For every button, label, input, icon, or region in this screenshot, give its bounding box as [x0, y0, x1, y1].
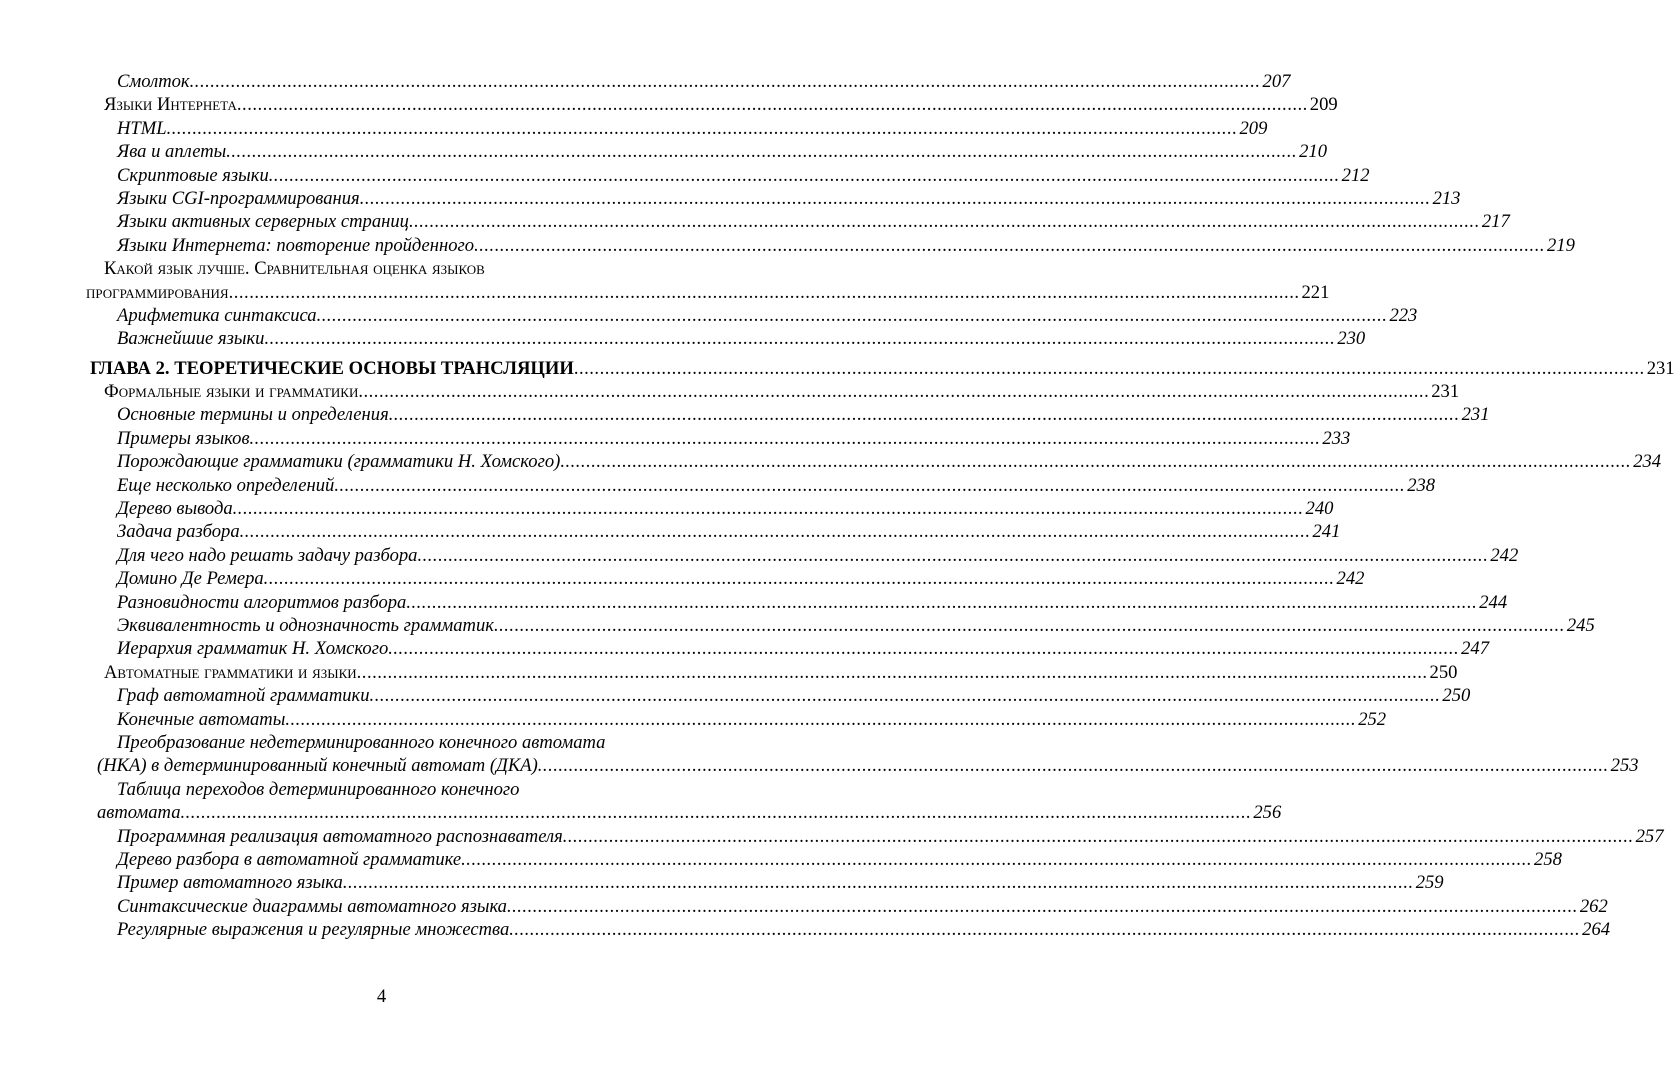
- dot-leader: [240, 520, 1311, 543]
- toc-entry-page: 212: [1341, 164, 1370, 186]
- dot-leader: [389, 403, 1460, 426]
- dot-leader: [574, 357, 1645, 380]
- dot-leader: [370, 684, 1441, 707]
- toc-entry-page: 247: [1461, 638, 1490, 660]
- toc-entry-page: 253: [1610, 755, 1639, 777]
- toc-entry-title: Автоматные грамматики и языки: [104, 661, 357, 683]
- dot-leader: [233, 497, 1304, 520]
- toc-entry-title: Языки CGI-программирования: [117, 187, 360, 209]
- dot-leader: [357, 661, 1428, 684]
- toc-entry-title: Смолток: [117, 71, 190, 92]
- toc-entry-page: 231: [1646, 357, 1675, 379]
- toc-entry-page: 250: [1429, 661, 1458, 683]
- toc-entry[interactable]: [0, 497, 1334, 520]
- dot-leader: [406, 591, 1477, 614]
- toc-entry-title: Ява и аплеты: [117, 141, 227, 163]
- toc-entry-title: Основные термины и определения: [117, 404, 389, 426]
- toc-entry-page: 233: [1322, 427, 1351, 449]
- toc-entry-title: Иерархия грамматик Н. Хомского: [117, 638, 389, 660]
- toc-chapter[interactable]: [0, 357, 1675, 380]
- dot-leader: [360, 187, 1431, 210]
- dot-leader: [560, 450, 1631, 473]
- page-number: 4: [376, 986, 387, 1007]
- toc-entry-page: 242: [1336, 568, 1365, 590]
- dot-leader: [409, 210, 1480, 233]
- toc-entry-title: Скриптовые языки: [117, 164, 269, 186]
- toc-entry-page: 242: [1490, 544, 1519, 566]
- dot-leader: [167, 117, 1238, 140]
- toc-entry-page: 238: [1407, 474, 1436, 496]
- toc-entry[interactable]: [0, 708, 1387, 731]
- toc-entry-title: Языки активных серверных страниц: [117, 211, 409, 233]
- toc-entry-title: Для чего надо решать задачу разбора: [117, 544, 418, 566]
- toc-entry-title: Эквивалентность и однозначность грамматик: [117, 614, 494, 636]
- toc-entry-title: Примеры языков: [117, 427, 250, 449]
- toc-entry-page: 244: [1479, 591, 1508, 613]
- toc-entry[interactable]: [0, 70, 1291, 93]
- toc-entry-title: Какой язык лучше. Сравнительная оценка языков: [104, 258, 485, 280]
- toc-entry-title: Домино Де Ремера: [117, 568, 264, 590]
- toc-entry-title-continued: (НКА) в детерминированный конечный автомат (ДКА): [97, 755, 538, 777]
- dot-leader: [237, 93, 1308, 116]
- dot-leader: [317, 304, 1388, 327]
- toc-entry-page: 221: [1301, 281, 1330, 303]
- toc-entry[interactable]: [0, 637, 1490, 660]
- toc-entry-page: 219: [1546, 234, 1575, 256]
- toc-entry[interactable]: [0, 450, 1662, 473]
- toc-entry[interactable]: [0, 210, 1510, 233]
- toc-entry-title: Преобразование недетерминированного конечного автомата: [117, 731, 606, 753]
- toc-entry-title: Разновидности алгоритмов разбора: [117, 591, 407, 613]
- toc-entry-page: 258: [1534, 848, 1562, 870]
- toc-entry-title: Дерево вывода: [117, 498, 233, 520]
- toc-entry-wrapped-first-line[interactable]: [117, 731, 763, 754]
- toc-entry-page: 245: [1566, 614, 1595, 636]
- toc-entry[interactable]: [0, 234, 1575, 257]
- toc-entry-title-continued: автомата: [97, 802, 181, 824]
- toc-entry-title-continued: программирования: [86, 281, 229, 303]
- dot-leader: [563, 825, 1634, 848]
- toc-entry[interactable]: [0, 614, 1595, 637]
- toc-section[interactable]: [0, 281, 1330, 304]
- toc-entry-page: 250: [1442, 685, 1471, 707]
- dot-leader: [229, 281, 1300, 304]
- toc-entry-title: Синтаксические диаграммы автоматного языка: [117, 895, 507, 917]
- dot-leader: [494, 614, 1565, 637]
- dot-leader: [474, 234, 1545, 257]
- toc-entry[interactable]: [0, 567, 1365, 590]
- toc-entry-title: Конечные автоматы: [117, 708, 286, 730]
- toc-entry[interactable]: [0, 684, 1471, 707]
- toc-entry-page: 241: [1312, 521, 1341, 543]
- toc-entry[interactable]: [0, 403, 1490, 426]
- toc-entry-title: Пример автоматного языка: [117, 872, 343, 894]
- toc-entry-page: 230: [1337, 328, 1366, 350]
- dot-leader: [343, 871, 1414, 894]
- toc-entry[interactable]: [0, 164, 1370, 187]
- dot-leader: [264, 567, 1335, 590]
- toc-entry[interactable]: [0, 895, 1608, 918]
- toc-entry-page: 209: [1309, 94, 1338, 116]
- dot-leader: [538, 754, 1609, 777]
- toc-entry-title: Важнейшие языки: [117, 328, 265, 350]
- toc-entry-page: 231: [1461, 404, 1490, 426]
- toc-entry[interactable]: [0, 117, 1268, 140]
- toc-section[interactable]: [0, 93, 1338, 116]
- toc-entry[interactable]: [0, 304, 1418, 327]
- toc-entry-page: 256: [1253, 802, 1282, 824]
- toc-entry[interactable]: [0, 825, 1664, 848]
- dot-leader: [509, 918, 1580, 941]
- dot-leader: [507, 895, 1578, 918]
- toc-entry-page: 207: [1262, 71, 1291, 92]
- toc-entry-page: 223: [1389, 304, 1418, 326]
- toc-entry-title: Порождающие грамматики (грамматики Н. Хомского): [117, 451, 561, 473]
- toc-entry-title: Таблица переходов детерминированного конечного: [117, 778, 520, 800]
- toc-section[interactable]: [0, 380, 1460, 403]
- toc-entry-page: 210: [1299, 141, 1328, 163]
- toc-section[interactable]: [0, 661, 1458, 684]
- toc-entry-title: Формальные языки и грамматики: [104, 381, 359, 403]
- toc-section-wrapped-first-line[interactable]: [104, 257, 763, 280]
- toc-entry-page: 252: [1358, 708, 1387, 730]
- dot-leader: [417, 544, 1488, 567]
- toc-entry-title: HTML: [117, 117, 167, 139]
- dot-leader: [226, 140, 1297, 163]
- toc-entry[interactable]: [0, 848, 1562, 871]
- toc-entry-page: 257: [1635, 825, 1664, 847]
- dot-leader: [285, 708, 1356, 731]
- toc-entry-title: Регулярные выражения и регулярные множества: [117, 919, 510, 941]
- toc-entry[interactable]: [0, 520, 1341, 543]
- toc-entry[interactable]: [0, 187, 1461, 210]
- toc-entry[interactable]: [0, 140, 1328, 163]
- toc-entry-page: 259: [1415, 872, 1444, 894]
- toc-entry[interactable]: [0, 474, 1436, 497]
- toc-entry-page: 234: [1633, 451, 1662, 473]
- toc-entry-page: 264: [1582, 919, 1611, 941]
- toc-entry-title: Программная реализация автоматного распознавателя: [117, 825, 563, 847]
- toc-entry-page: 231: [1431, 381, 1460, 403]
- toc-entry-page: 240: [1305, 498, 1334, 520]
- dot-leader: [190, 70, 1261, 93]
- toc-entry-page: 217: [1481, 211, 1510, 233]
- toc-entry[interactable]: [0, 544, 1519, 567]
- dot-leader: [388, 637, 1459, 660]
- toc-entry-page: 213: [1432, 187, 1461, 209]
- toc-entry[interactable]: [0, 801, 1282, 824]
- toc-entry-wrapped-first-line[interactable]: [117, 778, 763, 801]
- dot-leader: [461, 848, 1532, 871]
- toc-entry-title: Еще несколько определений: [117, 474, 335, 496]
- toc-entry[interactable]: [0, 871, 1444, 894]
- dot-leader: [250, 427, 1321, 450]
- dot-leader: [358, 380, 1429, 403]
- toc-entry[interactable]: [0, 591, 1508, 614]
- dot-leader: [269, 164, 1340, 187]
- dot-leader: [334, 474, 1405, 497]
- toc-entry-title: Дерево разбора в автоматной грамматике: [117, 848, 462, 870]
- dot-leader: [264, 327, 1335, 350]
- toc-entry[interactable]: [0, 918, 1611, 941]
- toc-entry-title: Языки Интернета: повторение пройденного: [117, 234, 475, 256]
- toc-entry-title: Граф автоматной грамматики: [117, 685, 370, 707]
- toc-entry-title: Арифметика синтаксиса: [117, 304, 317, 326]
- toc-entry-page: 262: [1579, 895, 1608, 917]
- toc-entry[interactable]: [0, 327, 1366, 350]
- toc-entry-page: 209: [1239, 117, 1268, 139]
- toc-entry[interactable]: [0, 427, 1351, 450]
- toc-entry[interactable]: [0, 754, 1639, 777]
- toc-entry-title: Задача разбора: [117, 521, 240, 543]
- toc-entry-title: Языки Интернета: [104, 94, 237, 116]
- table-of-contents: [0, 70, 1675, 941]
- chapter-title: ГЛАВА 2. ТЕОРЕТИЧЕСКИЕ ОСНОВЫ ТРАНСЛЯЦИИ: [90, 357, 574, 379]
- dot-leader: [181, 801, 1252, 824]
